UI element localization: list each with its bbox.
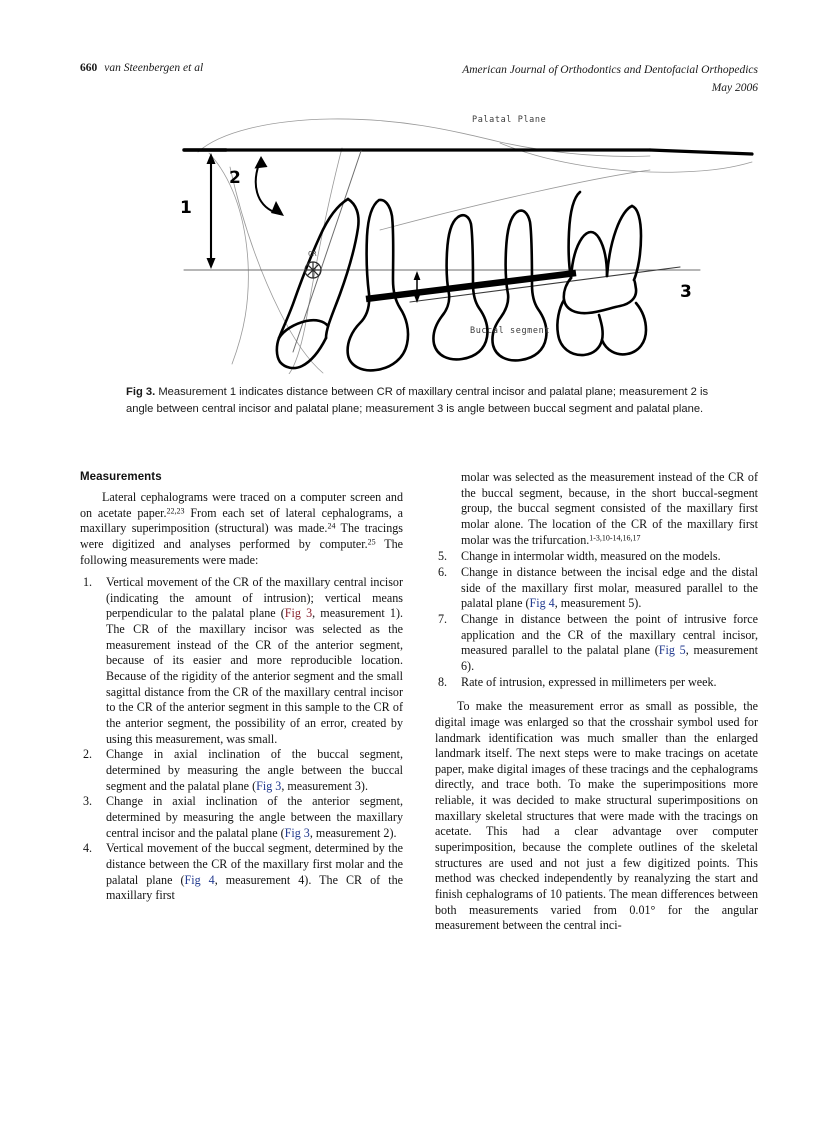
molar-distal-root-outer	[632, 206, 641, 280]
figure-3	[80, 112, 758, 374]
molar-crown-distal-cusp	[602, 303, 646, 354]
central-incisor-outline-right	[326, 199, 359, 338]
list-text-2: , measurement 2).	[309, 825, 397, 840]
list-item	[435, 612, 758, 675]
running-head-authors: van Steenbergen et al	[104, 62, 204, 74]
figure-reference-link[interactable]: Fig 3	[284, 825, 310, 840]
list-text-1: Vertical movement of the CR of the maxillary central incisor (indicating the amount of intrusion); vertical means perpendicular to the palatal plane (	[106, 575, 403, 621]
list-marker: 6.	[438, 564, 448, 579]
palatal-plane-label: Palatal Plane	[472, 115, 547, 125]
citation-25: 25	[367, 537, 376, 547]
list-item	[80, 841, 403, 904]
measurement-2-label: 2	[229, 168, 241, 188]
figure-caption-label: Fig 3.	[126, 386, 156, 398]
list-text-2: , measurement 1). The CR of the maxillary incisor was selected as the measurement instead of the CR of the anterior segment, because of its easier and more reproducible location. Because of the rigidity of the anterior segment and the small sagittal distance from the CR of the maxillary central incisor to the CR of the anterior segment in this sample to the CR of the anterior segment, the possibility of an error, created by using this measurement, was small.	[106, 606, 403, 746]
molar-mesial-root	[569, 192, 580, 278]
left-column	[80, 470, 403, 904]
running-head-right	[462, 62, 758, 98]
intro-text-2: From each set of lateral cephalograms, a maxillary superimposition (structural) was made.	[80, 505, 403, 536]
cephalometric-tracing-svg	[80, 112, 758, 374]
citation-multi: 1-3,10-14,16,17	[589, 532, 641, 542]
measurement-1-arrow	[207, 153, 216, 269]
running-head-left	[80, 62, 203, 74]
right-column	[435, 470, 758, 934]
buccal-segment-bar	[366, 273, 576, 299]
molar-crown-top	[564, 278, 636, 313]
list-marker: 1.	[83, 575, 93, 590]
canine-outline	[348, 200, 408, 370]
cr-crosshair	[305, 262, 321, 278]
molar-distal-root-inner	[607, 206, 632, 276]
measurements-intro-paragraph	[80, 490, 403, 568]
measurements-list-right	[435, 549, 758, 690]
small-vertical-arrow	[414, 271, 421, 303]
list-item	[80, 794, 403, 841]
list-marker: 4.	[83, 841, 93, 856]
cr-label: CR	[308, 250, 317, 258]
citation-22-23: 22,23	[166, 505, 185, 515]
intro-text-4: The following measurements were made:	[80, 536, 403, 567]
list-marker: 8.	[438, 674, 448, 689]
list-text-1: Vertical movement of the buccal segment, determined by the distance between the CR of the maxillary first molar and the palatal plane (	[106, 841, 403, 887]
figure-reference-link[interactable]: Fig 5	[658, 643, 686, 658]
figure-caption	[126, 384, 716, 417]
citation-24: 24	[327, 521, 336, 531]
list-text-1: Change in distance between the point of intrusive force application and the CR of the maxillary central incisor, measured parallel to the palatal plane (	[461, 611, 758, 658]
list-text-2: , measurement 4). The CR of the maxillary first	[106, 872, 403, 903]
continuation-paragraph	[435, 470, 758, 548]
issue-date: May 2006	[711, 81, 758, 94]
list-marker: 5.	[438, 549, 448, 564]
intro-text-1: Lateral cephalograms were traced on a computer screen and on acetate paper.	[80, 489, 403, 520]
list-text-2: , measurement 3).	[281, 778, 368, 793]
measurement-3-label: 3	[680, 282, 692, 302]
figure-reference-link[interactable]: Fig 4	[184, 872, 215, 887]
running-head	[80, 62, 758, 98]
list-text-1: Change in axial inclination of the anterior segment, determined by measuring the angle between the maxillary central incisor and the palatal plane (	[106, 794, 403, 840]
list-item	[435, 675, 758, 691]
figure-reference-link[interactable]: Fig 3	[256, 778, 282, 793]
molar-crown-mesial-cusp	[557, 300, 602, 355]
journal-title: American Journal of Orthodontics and Dentofacial Orthopedics	[462, 64, 758, 76]
list-text-1: Change in intermolar width, measured on the models.	[461, 549, 721, 564]
measurements-list-left	[80, 575, 403, 904]
list-text-2: , measurement 5).	[554, 596, 642, 611]
page-number: 660	[80, 62, 98, 74]
measurement-2-arrow	[255, 156, 285, 216]
list-item	[435, 565, 758, 612]
list-marker: 2.	[83, 747, 93, 762]
intro-text-3: The tracings were digitized and analyses performed by computer.	[80, 521, 403, 551]
molar-middle-root	[571, 232, 607, 278]
final-paragraph: To make the measurement error as small as possible, the digital image was enlarged so that the crosshair symbol used for landmark identification was much smaller than the enlarged landmark itself. The next steps were to make tracings on acetate paper, make digital images of these tracings and the cephalograms directly, and trace both. To make the superimpositions more reliable, it was decided to make structural superimpositions on maxillary skeletal structures that were made with the tracings on acetate. This had a clear advantage over computer superimposition, because the complete outlines of the skeletal structures are used and not just a few digitized points. This method was checked independently by reanalyzing the start and finish cephalograms of 10 patients. The mean differences between both measurements varied from 0.01° for the angular measurement between the central inci-	[435, 699, 758, 933]
list-text-1: Change in axial inclination of the buccal segment, determined by measuring the angle between the buccal segment and the palatal plane (	[106, 747, 403, 793]
list-text-1: Rate of intrusion, expressed in millimeters per week.	[461, 674, 717, 689]
figure-reference-link[interactable]: Fig 3	[284, 606, 313, 621]
continuation-text: molar was selected as the measurement instead of the CR of the buccal segment, because, in the short buccal-segment group, the buccal segment consisted of the maxillary first molar alone. The location of the CR of the maxillary first molar was the trifurcation.	[461, 470, 758, 547]
list-marker: 7.	[438, 611, 448, 626]
list-item	[80, 575, 403, 747]
buccal-segment-label: Buccal segment	[470, 326, 551, 336]
section-heading-measurements: Measurements	[80, 471, 162, 483]
figure-reference-link[interactable]: Fig 4	[529, 596, 555, 611]
measurement-1-label: 1	[180, 198, 192, 218]
figure-canvas	[80, 112, 758, 374]
list-text-2: , measurement 6).	[461, 643, 758, 673]
list-item	[80, 747, 403, 794]
figure-caption-text: Measurement 1 indicates distance between CR of maxillary central incisor and palatal plane; measurement 2 is angle between central incisor and palatal plane; measurement 3 is angle between buccal segment and palatal plane.	[126, 386, 709, 415]
list-text-1: Change in distance between the incisal edge and the distal side of the maxillary first molar, measured parallel to the palatal plane (	[461, 564, 758, 611]
list-marker: 3.	[83, 794, 93, 809]
list-item	[435, 549, 758, 565]
